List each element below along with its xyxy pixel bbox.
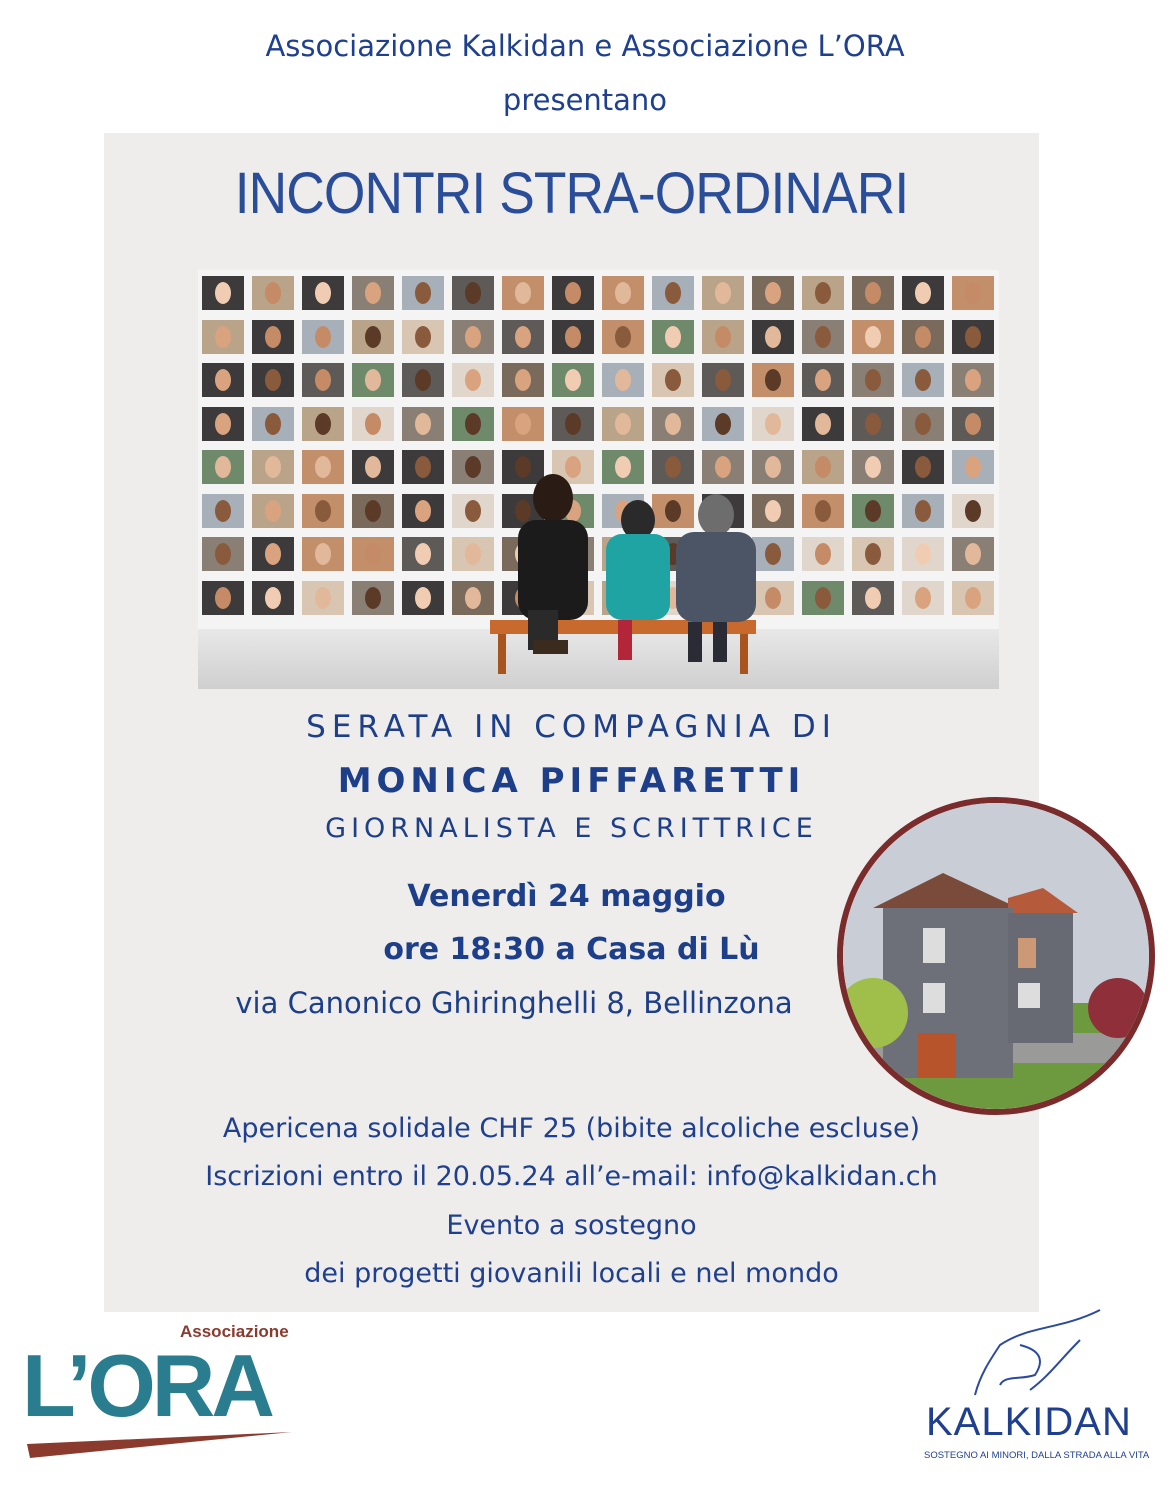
guest-role: GIORNALISTA E SCRITTRICE <box>325 813 818 844</box>
lora-logo-swoosh <box>22 1430 302 1460</box>
lora-logo-wordmark: L’ORA <box>22 1336 271 1435</box>
visitors-on-bench <box>198 270 999 689</box>
info-registration: Iscrizioni entro il 20.05.24 all’e-mail: info@kalkidan.ch <box>205 1161 938 1192</box>
lora-logo-associazione: Associazione <box>180 1322 289 1341</box>
info-projects: dei progetti giovanili locali e nel mondo <box>304 1258 839 1289</box>
faces-wall-photo <box>198 270 999 689</box>
guest-name: MONICA PIFFARETTI <box>337 761 806 801</box>
event-address: via Canonico Ghiringhelli 8, Bellinzona <box>235 986 793 1020</box>
kalkidan-logo <box>920 1305 1160 1470</box>
event-title: INCONTRI STRA-ORDINARI <box>234 161 909 226</box>
lora-logo <box>22 1322 302 1462</box>
presentano-line: presentano <box>502 83 668 117</box>
kalkidan-hands-icon <box>960 1305 1110 1400</box>
presenters-line: Associazione Kalkidan e Associazione L’ORA <box>265 29 905 63</box>
info-apericena: Apericena solidale CHF 25 (bibite alcoliche escluse) <box>222 1113 921 1144</box>
venue-photo <box>837 797 1155 1115</box>
kalkidan-logo-tagline: SOSTEGNO AI MINORI, DALLA STRADA ALLA VITA <box>924 1450 1150 1461</box>
kalkidan-logo-wordmark: KALKIDAN <box>926 1400 1132 1444</box>
info-support: Evento a sostegno <box>446 1210 697 1241</box>
event-date: Venerdì 24 maggio <box>407 879 726 914</box>
evening-intro: SERATA IN COMPAGNIA DI <box>306 709 837 745</box>
event-time-place: ore 18:30 a Casa di Lù <box>383 932 760 967</box>
